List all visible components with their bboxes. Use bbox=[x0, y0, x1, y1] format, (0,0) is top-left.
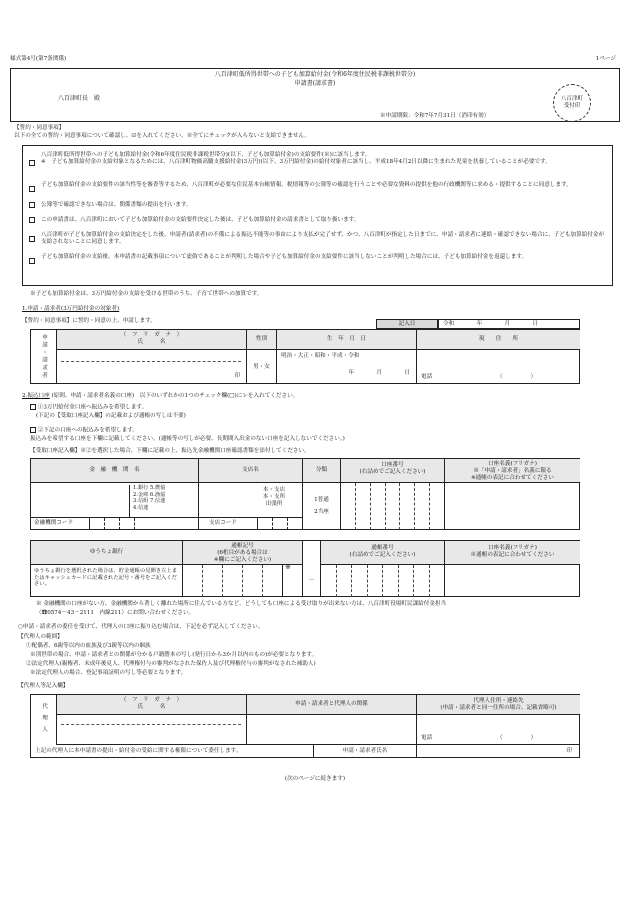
section2-heading: 2.振込口座 bbox=[22, 393, 50, 399]
name-label: 氏 名 bbox=[137, 338, 166, 345]
bank-code-row bbox=[31, 517, 198, 529]
consent-list bbox=[29, 152, 608, 276]
birth-date-field[interactable] bbox=[277, 350, 417, 384]
yucho-number-label: 通帳番号 bbox=[371, 545, 394, 551]
section1-heading: 1.申請・請求者(3万円給付金の対象者) bbox=[22, 306, 120, 312]
furigana-divider bbox=[61, 361, 241, 362]
relation-field[interactable] bbox=[247, 715, 417, 745]
option-2-checkbox[interactable] bbox=[30, 427, 36, 433]
phone-label: 電話 bbox=[421, 374, 433, 381]
stamp-line-2: 受付印 bbox=[563, 103, 581, 109]
birth-date-label: 生 年 月 日 bbox=[277, 330, 417, 350]
no-account-note bbox=[36, 601, 606, 608]
option-1-checkbox[interactable] bbox=[30, 404, 36, 410]
form-number: 様式第4号(第7条関係) bbox=[10, 56, 67, 62]
yucho-kigo-label: 通帳記号 bbox=[231, 543, 254, 549]
consent-checkbox-5[interactable] bbox=[29, 236, 35, 242]
consent-heading: 【誓約・同意事項】 bbox=[14, 125, 65, 131]
proxy-seal-mark: 印 bbox=[566, 748, 572, 754]
applicant-label: 申請・請求者 bbox=[31, 330, 57, 384]
section1-subheading: 【誓約・同意事項】に誓約・同意の上、申請します。 bbox=[22, 318, 156, 324]
consent-item bbox=[29, 182, 608, 202]
bank-code-label: 金融機関コード bbox=[34, 520, 74, 526]
birth-ymd: 年 月 日 bbox=[348, 370, 410, 376]
proxy-furigana-divider bbox=[61, 724, 241, 725]
proxy-name-header bbox=[57, 695, 247, 715]
consent-item bbox=[29, 232, 608, 254]
page-number: 1ページ bbox=[595, 56, 616, 62]
address-label: 現 住 所 bbox=[417, 330, 580, 350]
proxy-name-label: 氏 名 bbox=[137, 703, 166, 710]
title-line-2: 申請書(請求書) bbox=[294, 80, 336, 87]
proxy-address-field[interactable] bbox=[417, 715, 580, 745]
addressee: 八百津町長 殿 bbox=[58, 95, 101, 102]
yucho-number-field[interactable] bbox=[321, 565, 445, 597]
applicant-name-label: 申請・請求者氏名 bbox=[313, 745, 417, 758]
consent-item bbox=[29, 152, 608, 182]
applicant-name-field[interactable] bbox=[57, 350, 247, 384]
delegation-text: 上記の代理人に本申請書の提出・給付金の受給に関する権限について委任します。 bbox=[35, 748, 242, 754]
proxy-scope-1-note: ※別世帯の場合、申請・請求者との関係が分かる戸籍謄本の写し(発行日から3か月以内のもの)が必要となります。 bbox=[30, 652, 318, 658]
proxy-scope-heading: 【代理人の範囲】 bbox=[18, 634, 63, 640]
no-account-tel: （☎0574－43－2111 内線211）にお問い合わせください。 bbox=[36, 610, 195, 616]
title-line-1: 八百津町低所得世帯への子ども加算給付金(令和6年度住民税非課税世帯分) bbox=[214, 71, 416, 78]
proxy-scope-2: ②法定代理人(親権者、未成年後見人、代理権付与の審判がなされた保佐人及び代理権付与の審判がなされた補助人) bbox=[26, 661, 316, 667]
branch-code-row bbox=[199, 517, 302, 529]
yucho-holder-note: ※通帳の表記に合わせてください bbox=[470, 551, 555, 558]
yucho-number-header bbox=[321, 541, 445, 565]
yucho-label: ゆうちょ銀行 bbox=[31, 541, 183, 565]
yucho-description: ゆうちょ銀行を選択された場合は、貯金通帳の見開き左上またはキャッシュカードに記載された記号・番号をご記入ください。 bbox=[31, 565, 183, 597]
stamp-line-1: 八百津町 bbox=[560, 96, 583, 103]
bank-section-heading: 【受取口座記入欄】※②を選択した場合、下欄に記載の上、振込先金融機関口座確認書類を添付してください。 bbox=[30, 448, 310, 454]
branch-code-label: 支店コード bbox=[209, 520, 237, 526]
section2-heading-row bbox=[22, 393, 298, 400]
consent-item bbox=[29, 217, 608, 232]
account-number-note: (右詰めでご記入ください) bbox=[359, 468, 426, 475]
consent-item bbox=[29, 202, 608, 217]
option-1-note: (下記の【受取口座記入欄】の記載および通帳の写しは不要) bbox=[36, 413, 186, 419]
address-field[interactable] bbox=[417, 350, 580, 384]
yucho-table bbox=[30, 540, 580, 597]
proxy-phone-parens: （ ） bbox=[497, 735, 537, 742]
yucho-hyphen: － bbox=[303, 565, 321, 597]
consent-checkbox-6[interactable] bbox=[29, 258, 35, 264]
yucho-kigo-header bbox=[183, 541, 303, 565]
yucho-kigo-field[interactable] bbox=[183, 565, 303, 597]
gender-field[interactable]: 男・女 bbox=[247, 350, 277, 384]
consent-checkbox-4[interactable] bbox=[29, 217, 35, 223]
yucho-holder-label: 口座名義(フリガナ) bbox=[488, 545, 537, 551]
account-type-field[interactable]: 1普通 2当座 bbox=[303, 483, 341, 530]
consent-intro: 以下の全ての誓約・同意事項について確認し、☑を入れてください。※全てにチェックが入らないと支給できません。 bbox=[14, 133, 310, 139]
bank-table bbox=[30, 458, 580, 530]
consent-item-5-text: 八百津町が子ども加算給付金の支給決定をした後、申請者(請求者)の不備による振込不能等の事由により支払が完了せず、かつ、八百津町が指定した日までに、申請・請求者に連絡・確認できない場合に、子ども加算給付金が支給されないことに同意します。 bbox=[41, 232, 605, 245]
proxy-furigana-label: （ フ リ ガ ナ ） bbox=[120, 697, 183, 703]
consent-item-3-text: 公簿等で確認できない場合は、関係書類の提出を行います。 bbox=[41, 202, 192, 208]
proxy-scope-1: ①配偶者、6親等以内の血族及び3親等以内の姻族 bbox=[26, 643, 151, 649]
no-account-star: ※ bbox=[36, 601, 42, 607]
proxy-name-field[interactable] bbox=[57, 715, 247, 745]
proxy-label: 代理人 bbox=[31, 695, 57, 745]
branch-name-field[interactable] bbox=[199, 483, 303, 530]
branch-name-header: 支店名 bbox=[199, 459, 303, 483]
consent-checkbox-1[interactable] bbox=[29, 160, 35, 166]
bank-code-boxes[interactable] bbox=[89, 518, 149, 530]
proxy-intro: ○申請・請求者の委任を受けて、代理人の口座に振り込む場合は、下記を必ず記入してください。 bbox=[18, 624, 264, 630]
section2-heading-detail: (原則、申請・請求者名義の口座) 以下のいずれかの1つのチェック欄(□)にレを入れてください。 bbox=[51, 393, 299, 399]
consent-item-6-text: 子ども加算給付金の支給後、本申請書の記載事項について虚偽であることが判明した場合や子ども加算給付金の支給要件に該当しないことが判明した場合には、子ども加算給付金を返還します。 bbox=[41, 254, 528, 260]
proxy-scope-2-note: ※法定代理人の場合、登記事項証明の写し等必要となります。 bbox=[30, 670, 187, 676]
proxy-address-header bbox=[417, 695, 580, 715]
option-2-row bbox=[30, 427, 138, 434]
bank-name-header: 金 融 機 関 名 bbox=[31, 459, 199, 483]
applicant-name-header bbox=[57, 330, 247, 350]
consent-item bbox=[29, 254, 608, 276]
phone-parens: （ ） bbox=[497, 374, 537, 381]
seal-mark: 印 bbox=[234, 373, 240, 380]
bank-name-field[interactable] bbox=[31, 483, 199, 530]
consent-item-2-text: 子ども加算給付金の支給要件の該当性等を審査等するため、八百津町が必要な住民基本台帳情報、税情報等の公簿等の確認を行うことや必要な資料の提供を他の行政機関等に求める・提供することに同意します。 bbox=[41, 182, 572, 188]
entry-date-field[interactable]: 令和 年 月 日 bbox=[438, 319, 580, 329]
gender-label: 性別 bbox=[247, 330, 277, 350]
option-1-row bbox=[30, 404, 147, 411]
relation-header: 申請・請求者と代理人の関係 bbox=[247, 695, 417, 715]
entry-date-label: 記入日 bbox=[376, 319, 438, 329]
account-holder-note: ※「申請・請求者」名義に限る ※通帳の表記に合わせてください bbox=[471, 467, 554, 481]
option-2-text: ②下記の口座への振込みを希望します。 bbox=[37, 427, 139, 434]
furigana-label: （ フ リ ガ ナ ） bbox=[120, 332, 183, 338]
account-holder-header bbox=[445, 459, 580, 483]
no-account-text: 金融機関の口座がない方、金融機関から著しく離れた場所に住んでいる方など、どうしても口座による受け取りが出来ない方は、八百津町役場町民課給付金担当 bbox=[43, 601, 447, 607]
applicant-signature-field[interactable] bbox=[417, 745, 580, 758]
reception-stamp-area bbox=[553, 84, 591, 122]
proxy-phone-label: 電話 bbox=[421, 735, 433, 742]
yucho-kigo-note: (6桁目がある場合は ※欄にご記入ください) bbox=[213, 549, 272, 563]
option-2-note: 振込みを希望する口座を下欄に記載してください。(通帳等の写しが必要、長期間入出金のない口座を記入しないでください。) bbox=[30, 436, 345, 442]
account-number-label: 口座番号 bbox=[381, 462, 404, 468]
consent-checkbox-2[interactable] bbox=[29, 186, 35, 192]
account-number-field[interactable] bbox=[341, 483, 445, 530]
branch-code-boxes[interactable] bbox=[257, 518, 302, 530]
continued-footer: (次のページに続きます) bbox=[284, 776, 346, 782]
branch-type-options: 本・支店 本・支所 出張所 bbox=[262, 487, 286, 507]
consent-note: ※子ども加算給付金は、3万円給付金の支給を受ける世帯のうち、子育て世帯への加算です。 bbox=[30, 291, 263, 297]
yucho-holder-field[interactable] bbox=[445, 565, 580, 597]
yucho-number-note: (右詰めでご記入ください) bbox=[349, 551, 416, 558]
bank-type-options: 1.銀行 5.農協 2.金庫 6.漁協 3.信組 7.信連 4.信連 bbox=[129, 485, 165, 517]
proxy-table bbox=[30, 694, 580, 758]
account-number-header bbox=[341, 459, 445, 483]
consent-item-1-text: 八百津町低所得世帯への子ども加算給付金(令和6年度住民税非課税世帯分)(以下、子ども加算給付金)の支給要件(※)に該当します。 ※ 子ども加算給付金の支給対象となるためには、八百津町物価高騰支援給付金(3万円)(以下、3万円給付金)の給付対象者に該当し、平成18年4月2日以降に生まれた児童を扶養していることが必要です。 bbox=[41, 152, 551, 165]
account-type-header: 分類 bbox=[303, 459, 341, 483]
yucho-star-mark: ※ bbox=[285, 563, 291, 571]
consent-item-4-text: この申請書は、八百津町において子ども加算給付金の支給要件決定した後は、子ども加算給付金の請求書として取り扱います。 bbox=[41, 217, 360, 223]
proxy-table-heading: 【代理人等記入欄】 bbox=[18, 683, 69, 689]
deadline: ※申請期限：令和7年7月31日（消印有効） bbox=[380, 113, 490, 119]
birth-eras: 明治・大正・昭和・平成・令和 bbox=[281, 353, 360, 359]
account-holder-field[interactable] bbox=[445, 483, 580, 530]
consent-checkbox-3[interactable] bbox=[29, 202, 35, 208]
applicant-table bbox=[30, 329, 580, 384]
option-1-text: ①3万円給付金口座へ振込みを希望します。 bbox=[37, 404, 148, 411]
proxy-address-label: 代理人住所・連絡先 bbox=[473, 698, 524, 704]
account-holder-label: 口座名義(フリガナ) bbox=[488, 461, 537, 467]
yucho-gap-header bbox=[303, 541, 321, 565]
proxy-address-note: (申請・請求者と同一住所の場合、記載省略可) bbox=[440, 704, 557, 711]
yucho-holder-header bbox=[445, 541, 580, 565]
